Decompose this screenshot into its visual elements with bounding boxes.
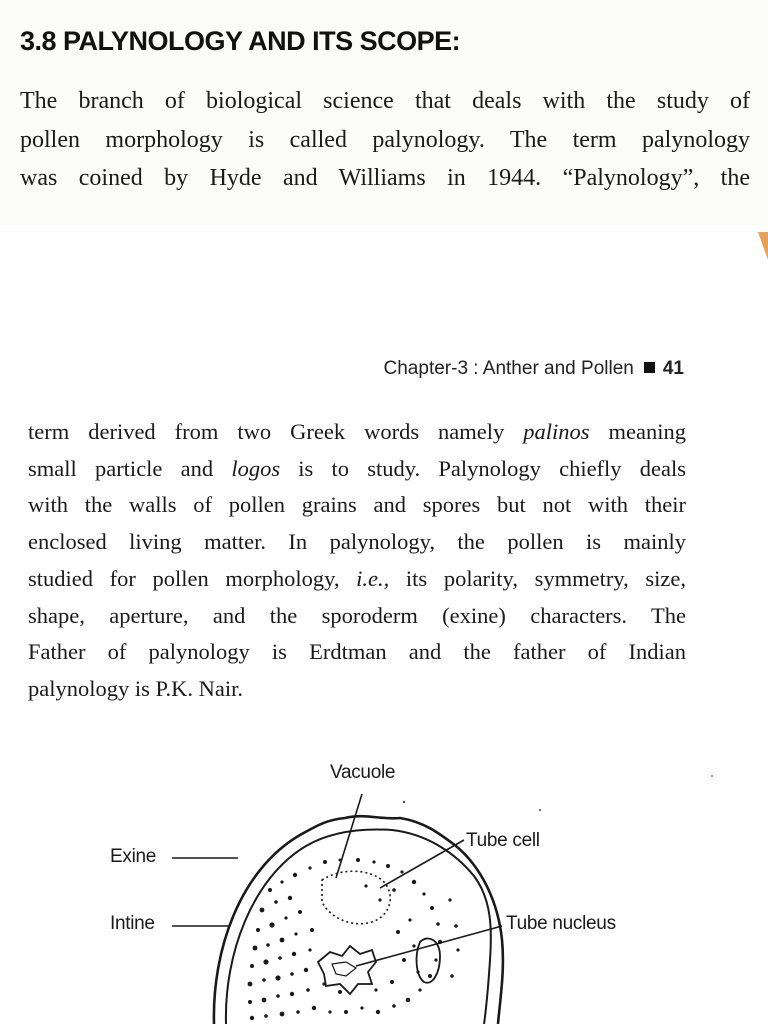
paragraph-line: Father of palynology is Erdtman and the father of Indian [28, 639, 686, 665]
main-paragraph [28, 414, 686, 708]
tube-cell-leader [380, 840, 464, 888]
vacuole-outline [322, 871, 390, 924]
pollen-grain-figure [0, 750, 768, 1024]
paragraph-line: The branch of biological science that deals with the study of [20, 88, 750, 114]
paragraph-line: with the walls of pollen grains and spores but not with their [28, 492, 686, 518]
previous-page-excerpt [0, 0, 768, 225]
running-header [384, 358, 684, 380]
paragraph-line: shape, aperture, and the sporoderm (exine) characters. The [28, 602, 686, 628]
running-header-text: Chapter-3 : Anther and Pollen [383, 358, 634, 379]
label-vacuole: Vacuole [330, 762, 396, 783]
page-number: 41 [662, 358, 684, 379]
paragraph-line: term derived from two Greek words namely palinos meaning [28, 419, 686, 444]
page-gap [0, 225, 768, 345]
page-edge-mark [758, 232, 768, 260]
intro-paragraph [20, 82, 750, 198]
paragraph-line: pollen morphology is called palynology. The term palynology [20, 126, 750, 153]
paragraph-line: enclosed living matter. In palynology, the pollen is mainly [28, 529, 686, 555]
paragraph-line: was coined by Hyde and Williams in 1944. “Palynology”, the [20, 165, 750, 191]
paragraph-line: studied for pollen morphology, i.e., its polarity, symmetry, size, [28, 565, 686, 591]
paragraph-line: small particle and logos is to study. Palynology chiefly deals [28, 455, 686, 481]
label-tube-cell: Tube cell [466, 830, 540, 851]
pollen-grain-diagram [0, 750, 768, 1024]
paragraph-line: palynology is P.K. Nair. [28, 675, 244, 701]
exine-wall [214, 816, 503, 1024]
label-tube-nucleus: Tube nucleus [506, 913, 616, 934]
label-exine: Exine [110, 846, 157, 867]
square-bullet-icon [644, 362, 655, 373]
section-heading: 3.8 PALYNOLOGY AND ITS SCOPE: [20, 26, 461, 56]
label-intine: Intine [110, 913, 155, 934]
vacuole-leader [336, 794, 362, 878]
tube-nucleus-leader [356, 926, 502, 966]
tube-nucleus-shape [318, 946, 376, 994]
